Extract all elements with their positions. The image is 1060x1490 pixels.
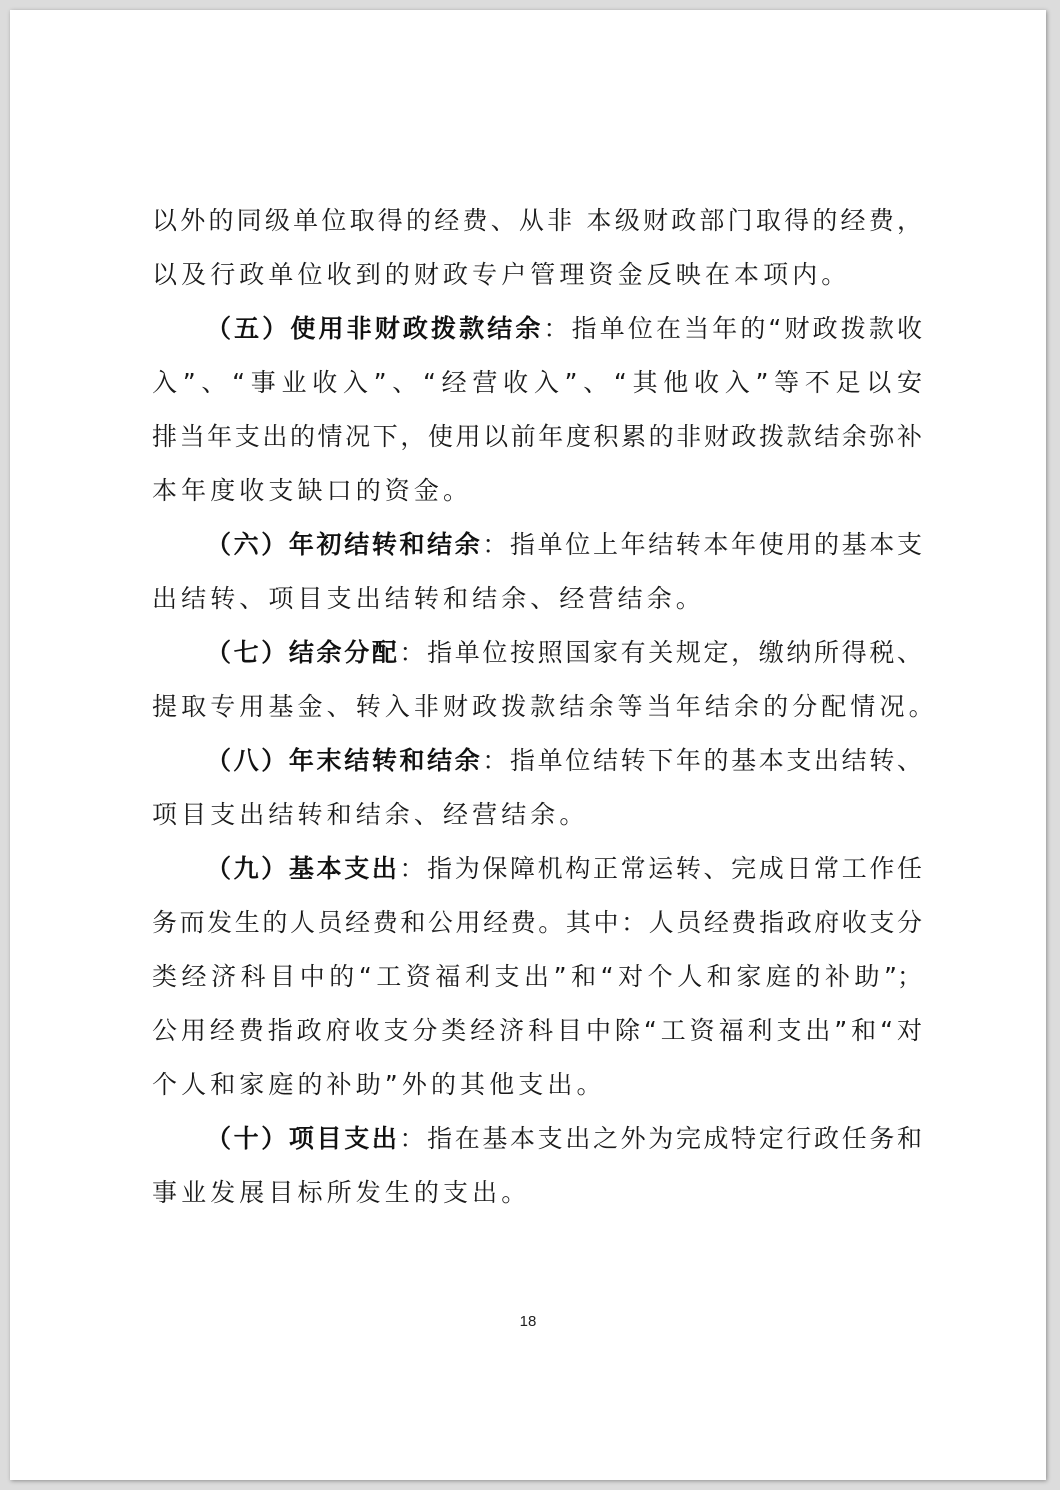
line-text: 事业发展目标所发生的支出。 <box>152 1178 531 1207</box>
section-heading-line <box>206 849 922 889</box>
text-line <box>152 417 922 457</box>
text-line <box>152 363 922 403</box>
line-text: 公用经费指政府收支分类经济科目中除“工资福利支出”和“对 <box>152 1016 922 1045</box>
page-number: 18 <box>519 1313 537 1330</box>
section-definition: ：指单位上年结转本年使用的基本支 <box>482 530 922 559</box>
section-heading-line <box>206 525 922 565</box>
section-number: （五） <box>206 314 291 343</box>
line-text: 个人和家庭的补助”外的其他支出。 <box>152 1070 606 1099</box>
line-text: 项目支出结转和结余、经营结余。 <box>152 800 589 829</box>
line-text: 以及行政单位收到的财政专户管理资金反映在本项内。 <box>152 260 851 289</box>
section-number: （十） <box>206 1124 289 1153</box>
section-number: （八） <box>206 746 289 775</box>
section-definition: ：指单位结转下年的基本支出结转、 <box>482 746 922 775</box>
section-number: （七） <box>206 638 289 667</box>
section-definition: ：指为保障机构正常运转、完成日常工作任 <box>399 854 922 883</box>
section-number: （九） <box>206 854 289 883</box>
text-line <box>152 957 922 997</box>
line-text: 排当年支出的情况下，使用以前年度积累的非财政拨款结余弥补 <box>152 422 922 451</box>
line-text: 出结转、项目支出结转和结余、经营结余。 <box>152 584 705 613</box>
text-line <box>152 201 922 241</box>
section-definition: ：指单位在当年的“财政拨款收 <box>543 314 922 343</box>
text-line <box>152 1011 922 1051</box>
section-heading-line <box>206 633 922 673</box>
section-definition: ：指单位按照国家有关规定，缴纳所得税、 <box>399 638 922 667</box>
section-number: （六） <box>206 530 289 559</box>
text-line <box>152 471 922 511</box>
section-heading-line <box>206 1119 922 1159</box>
section-definition: ：指在基本支出之外为完成特定行政任务和 <box>399 1124 922 1153</box>
section-term: 项目支出 <box>288 1124 400 1153</box>
line-text: 以外的同级单位取得的经费、从非 本级财政部门取得的经费， <box>152 206 922 235</box>
text-line <box>152 903 922 943</box>
section-heading-line <box>206 741 922 781</box>
text-line <box>152 579 922 619</box>
line-text: 类经济科目中的“工资福利支出”和“对个人和家庭的补助”； <box>152 962 922 991</box>
section-term: 结余分配 <box>288 638 400 667</box>
line-text: 提取专用基金、转入非财政拨款结余等当年结余的分配情况。 <box>152 692 938 721</box>
document-page <box>10 10 1046 1480</box>
section-term: 基本支出 <box>288 854 400 883</box>
text-line <box>152 255 922 295</box>
text-line <box>152 687 938 727</box>
text-line <box>152 1173 922 1213</box>
section-term: 年末结转和结余 <box>288 746 483 775</box>
section-term: 年初结转和结余 <box>288 530 483 559</box>
text-line <box>152 795 922 835</box>
line-text: 入”、“事业收入”、“经营收入”、“其他收入”等不足以安 <box>152 368 922 397</box>
section-heading-line <box>206 309 922 349</box>
line-text: 务而发生的人员经费和公用经费。其中：人员经费指政府收支分 <box>152 908 922 937</box>
section-term: 使用非财政拨款结余 <box>290 314 544 343</box>
text-line <box>152 1065 922 1105</box>
line-text: 本年度收支缺口的资金。 <box>152 476 473 505</box>
